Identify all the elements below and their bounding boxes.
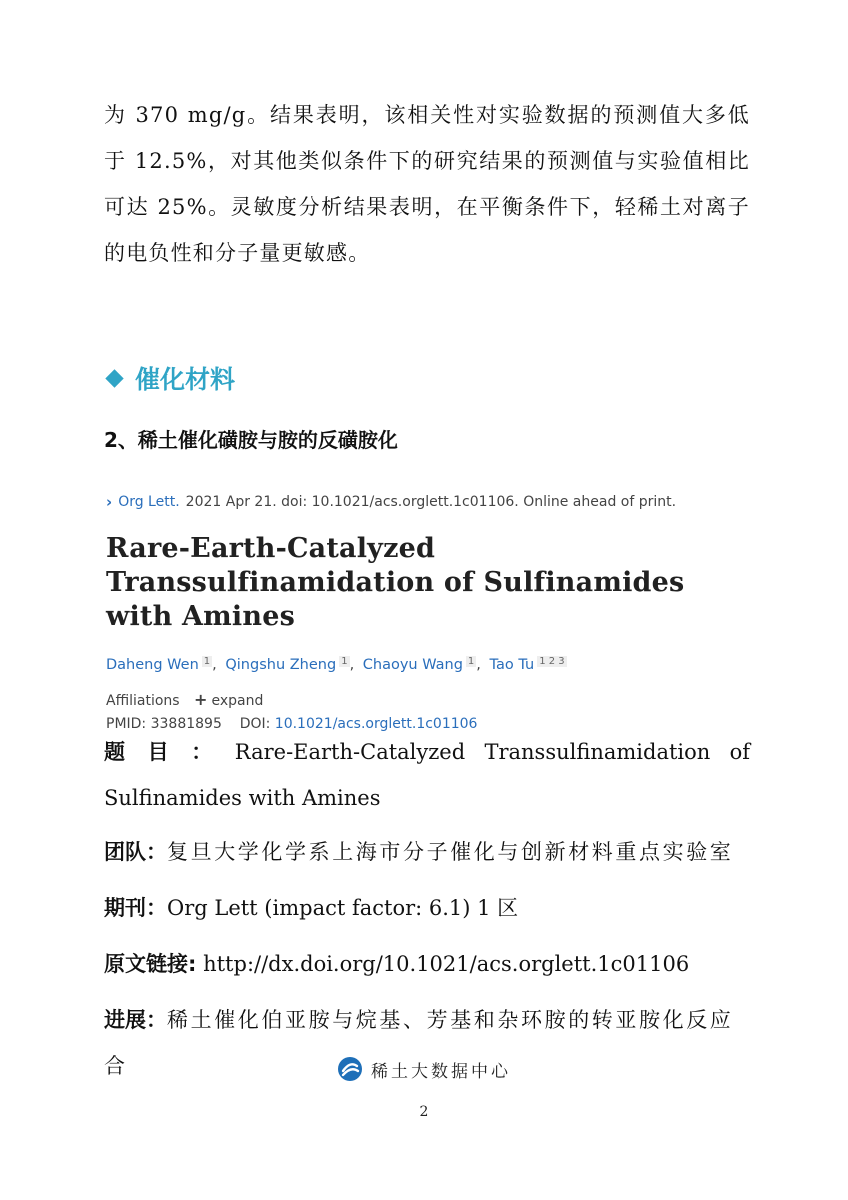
doi-label: DOI:: [239, 716, 271, 732]
footer-logo: [0, 1056, 848, 1082]
affiliations-row: [106, 690, 746, 712]
section-heading: [104, 360, 235, 396]
page-number: 2: [419, 1104, 429, 1120]
diamond-bullet-icon: [105, 369, 123, 387]
citation-details: 2021 Apr 21. doi: 10.1021/acs.orglett.1c01106. Online ahead of print.: [185, 494, 677, 510]
team-label: 团队：: [104, 840, 167, 864]
journal-field: [104, 885, 750, 931]
article-heading: 2、稀土催化磺胺与胺的反磺胺化: [104, 428, 398, 452]
affiliations-label: Affiliations: [106, 693, 180, 709]
author-link[interactable]: Daheng Wen $^1$: [106, 656, 211, 673]
author-link[interactable]: Tao Tu $^{1 2 3}$: [489, 656, 565, 673]
citation-line: [106, 490, 746, 514]
author-link[interactable]: Chaoyu Wang $^1$: [362, 656, 475, 673]
pmid-label: PMID:: [106, 716, 147, 732]
title-value: Rare-Earth-Catalyzed Transsulfinamidation of Sulfinamides with Amines: [104, 740, 750, 810]
journal-value: Org Lett (impact factor: 6.1) 1 区: [167, 896, 519, 920]
title-field: [104, 729, 750, 821]
link-label: 原文链接:: [104, 952, 197, 976]
doi-link[interactable]: 10.1021/acs.orglett.1c01106: [274, 716, 478, 732]
progress-value: 稀土催化伯亚胺与烷基、芳基和杂环胺的转亚胺化反应合: [104, 1008, 734, 1078]
citation-journal-link[interactable]: Org Lett.: [118, 494, 180, 510]
expand-affiliations-button[interactable]: + expand: [194, 690, 264, 709]
journal-label: 期刊：: [104, 896, 167, 920]
section-title: 催化材料: [135, 365, 236, 394]
pubmed-citation-screenshot: [106, 490, 746, 738]
chevron-right-icon: ›: [106, 493, 113, 511]
team-value: 复旦大学化学系上海市分子催化与创新材料重点实验室: [167, 840, 734, 864]
plus-icon: +: [194, 690, 208, 709]
progress-label: 进展：: [104, 1008, 167, 1032]
paper-title: Rare-Earth-Catalyzed Transsulfinamidation of Sulfinamides with Amines: [106, 533, 685, 632]
author-list: Daheng Wen $^1$ , Qingshu Zheng $^1$ , Chaoyu Wang $^1$ , Tao Tu $^{1 2 3}$: [106, 656, 565, 673]
intro-paragraph: 为 370 mg/g。结果表明，该相关性对实验数据的预测值大多低于 12.5%，对其他类似条件下的研究结果的预测值与实验值相比可达 25%。灵敏度分析结果表明，在平衡条件下，轻稀土对离子的电负性和分子量更敏感。: [104, 103, 750, 265]
title-label: 题目：: [104, 740, 235, 764]
pmid-value: 33881895: [150, 716, 222, 732]
team-field: [104, 829, 750, 875]
footer-logo-text: 稀土大数据中心: [371, 1061, 511, 1082]
author-link[interactable]: Qingshu Zheng $^1$: [225, 656, 348, 673]
link-field: [104, 941, 750, 987]
link-value[interactable]: http://dx.doi.org/10.1021/acs.orglett.1c01106: [203, 952, 690, 976]
rare-earth-logo-icon: [337, 1056, 363, 1082]
